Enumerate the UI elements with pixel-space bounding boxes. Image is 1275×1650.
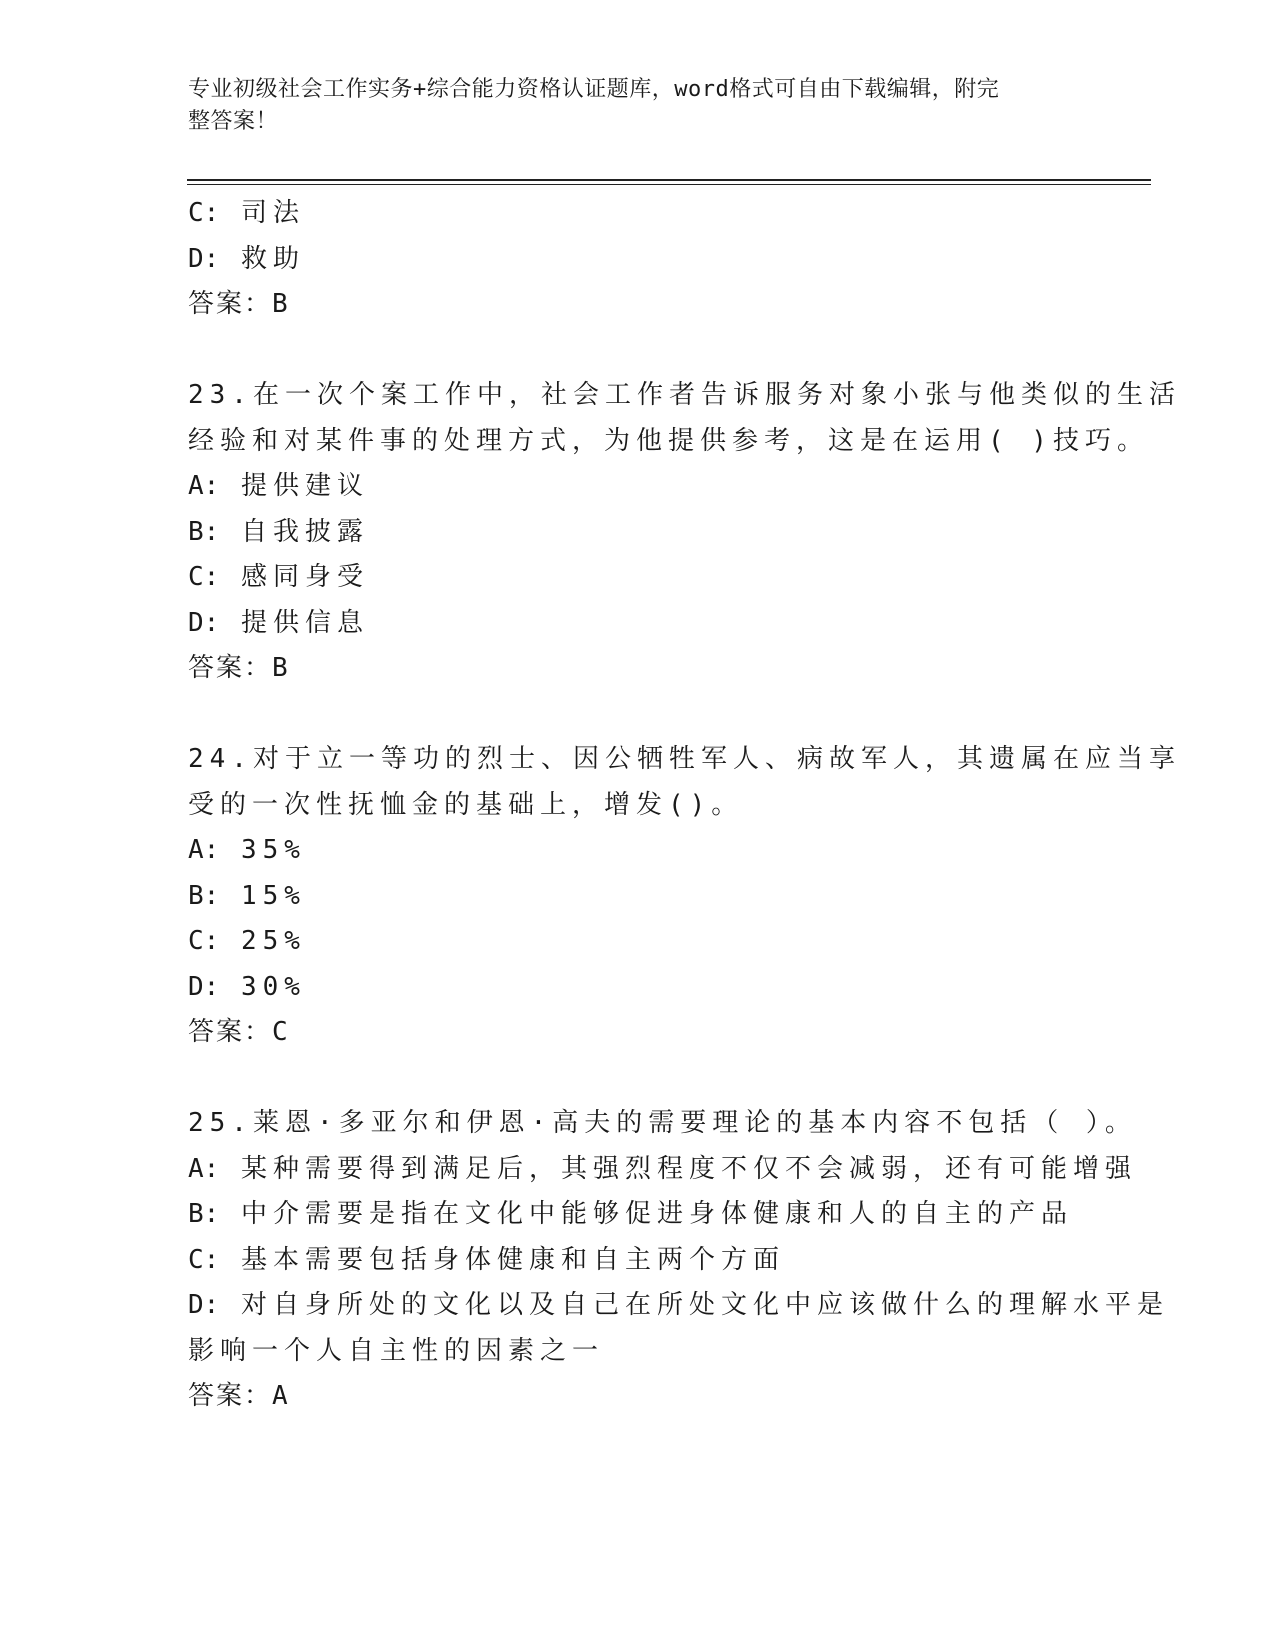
answer-label: 答案： [188, 1017, 273, 1047]
option-d [188, 965, 1088, 1011]
document-header [188, 74, 1068, 138]
question-text: 莱恩·多亚尔和伊恩·高夫的需要理论的基本内容不包括（ ）。 [252, 1108, 1137, 1138]
option-c [188, 1238, 1088, 1284]
answer-label: 答案： [188, 1381, 273, 1411]
option-letter: C: [188, 562, 220, 592]
option-text: 某种需要得到满足后，其强烈程度不仅不会减弱，还有可能增强 [240, 1153, 1137, 1184]
answer-value: B [272, 653, 288, 683]
option-letter: C: [188, 926, 220, 956]
option-letter: D: [188, 1290, 220, 1320]
option-letter: A: [188, 471, 220, 501]
option-d [188, 601, 1088, 647]
option-letter: D: [188, 971, 220, 1002]
question-stem [188, 1101, 1137, 1147]
option-text: 35% [240, 835, 306, 865]
answer-line [188, 282, 1088, 328]
option-letter: B: [188, 880, 220, 911]
answer-value: C [272, 1017, 288, 1047]
option-text: 基本需要包括身体健康和自主两个方面 [240, 1244, 785, 1275]
question-23 [188, 373, 1181, 692]
question-stem [188, 737, 1181, 783]
option-b [188, 1192, 1088, 1238]
option-text: 感同身受 [240, 562, 369, 592]
option-text: 30% [240, 971, 306, 1002]
option-a [188, 1147, 1137, 1193]
option-text: 救助 [240, 243, 305, 274]
option-text: 对自身所处的文化以及自己在所处文化中应该做什么的理解水平是 [240, 1290, 1169, 1320]
option-c [188, 555, 1088, 601]
question-stem-continued: 受的一次性抚恤金的基础上，增发()。 [188, 789, 744, 820]
question-text: 在一次个案工作中，社会工作者告诉服务对象小张与他类似的生活 [252, 380, 1181, 410]
option-letter: B: [188, 1199, 220, 1229]
answer-label: 答案： [188, 653, 273, 683]
option-c [188, 919, 1088, 965]
answer-label: 答案： [188, 289, 273, 319]
option-text: 自我披露 [240, 516, 369, 547]
option-text: 15% [240, 880, 306, 911]
option-a [188, 464, 1088, 510]
question-number: 24. [188, 744, 253, 774]
option-d [188, 1283, 1169, 1329]
option-text: 25% [240, 926, 306, 956]
question-number: 23. [188, 380, 253, 410]
option-d [188, 237, 1088, 283]
option-text: 中介需要是指在文化中能够促进身体健康和人的自主的产品 [240, 1199, 1073, 1229]
option-letter: D: [188, 243, 220, 274]
header-divider-thick [187, 179, 1151, 181]
option-c [188, 191, 1088, 237]
question-25 [188, 1101, 1169, 1420]
answer-line [188, 1374, 1088, 1420]
question-24 [188, 737, 1181, 1056]
document-body [188, 191, 1181, 1420]
answer-line [188, 1010, 1088, 1056]
option-letter: D: [188, 607, 220, 638]
option-letter: C: [188, 198, 220, 228]
option-text: 司法 [240, 198, 305, 228]
option-d-continued: 影响一个人自主性的因素之一 [188, 1335, 605, 1366]
question-22-continued [188, 191, 1088, 328]
answer-value: B [272, 289, 288, 319]
header-divider-thin [187, 184, 1151, 185]
answer-line [188, 646, 1088, 692]
question-stem [188, 373, 1181, 419]
question-stem-continued: 经验和对某件事的处理方式，为他提供参考，这是在运用( )技巧。 [188, 425, 1149, 456]
option-a [188, 828, 1088, 874]
option-text: 提供建议 [240, 471, 369, 501]
header-title-line-1: 专业初级社会工作实务+综合能力资格认证题库，word格式可自由下载编辑，附完 [188, 77, 1000, 102]
answer-value: A [272, 1381, 288, 1411]
option-letter: B: [188, 516, 220, 547]
option-b [188, 874, 1088, 920]
option-b [188, 510, 1088, 556]
question-number: 25. [188, 1108, 253, 1138]
option-text: 提供信息 [240, 607, 369, 638]
option-letter: C: [188, 1244, 220, 1275]
question-text: 对于立一等功的烈士、因公牺牲军人、病故军人，其遗属在应当享 [252, 744, 1181, 774]
header-title-line-2: 整答案！ [188, 109, 279, 134]
option-letter: A: [188, 1153, 220, 1184]
option-letter: A: [188, 835, 220, 865]
